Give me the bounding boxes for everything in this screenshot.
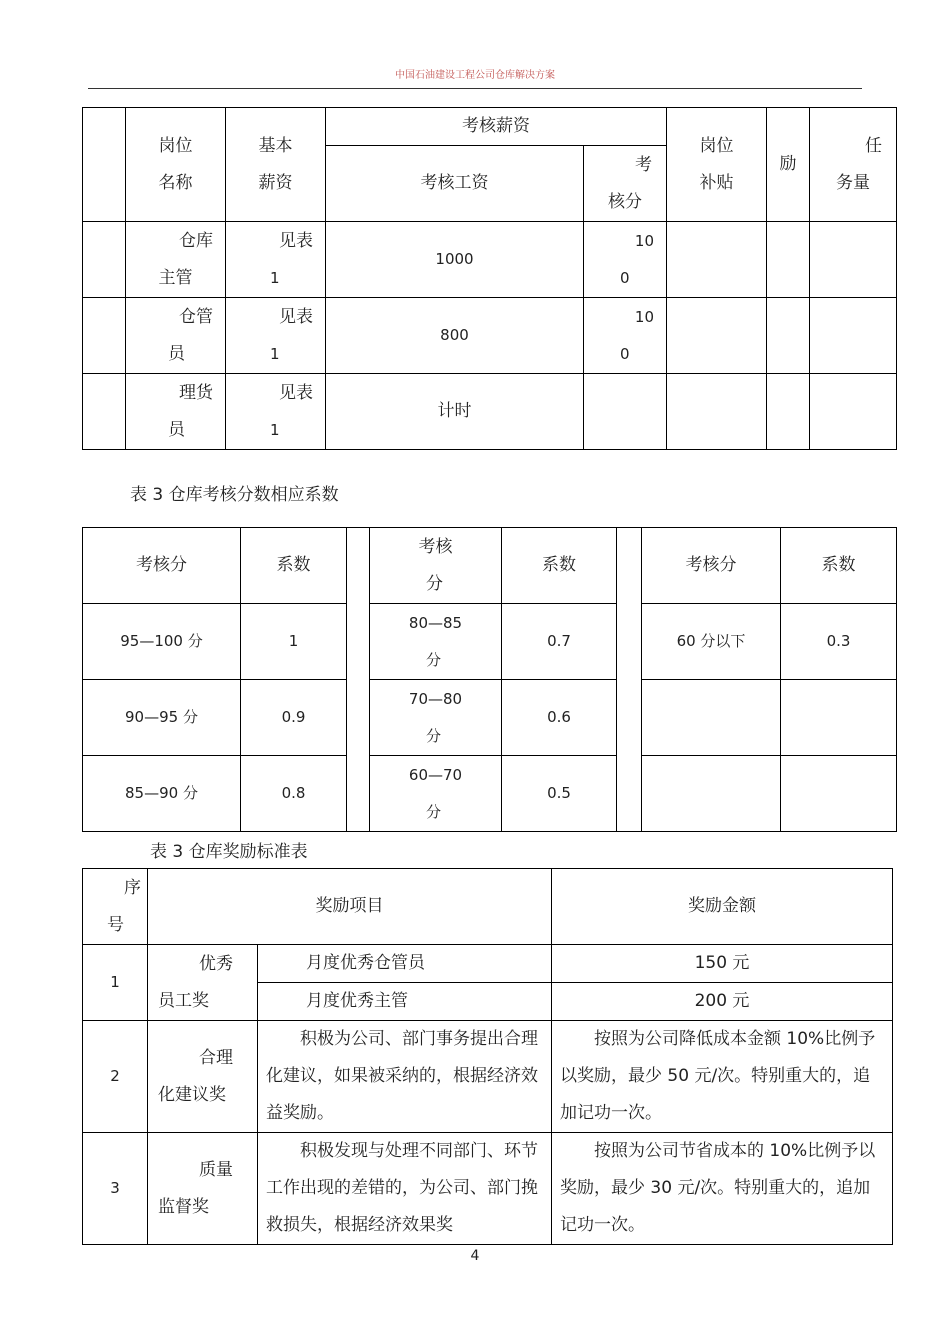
coef-cell: 0.7 [502, 604, 617, 680]
task-header: 任 务量 [810, 108, 897, 222]
score-cell: 90—95 分 [83, 680, 241, 756]
score-header: 考核 分 [370, 528, 502, 604]
category-cell: 优秀 员工奖 [148, 945, 258, 1021]
table-row [83, 945, 893, 983]
table-row [83, 756, 897, 832]
post-name-cell: 仓管 员 [126, 298, 226, 374]
score-header: 考核分 [642, 528, 781, 604]
score-cell: 95—100 分 [83, 604, 241, 680]
coefficient-table [82, 527, 897, 832]
table-row [83, 374, 897, 450]
assess-wage-cell: 1000 [326, 222, 584, 298]
allowance-header: 岗位 补贴 [667, 108, 767, 222]
coef-header: 系数 [241, 528, 347, 604]
post-name-header: 岗位 名称 [126, 108, 226, 222]
assess-wage-header: 考核工资 [326, 146, 584, 222]
base-salary-header: 基本 薪资 [226, 108, 326, 222]
table-row [83, 604, 897, 680]
score-header: 考核分 [83, 528, 241, 604]
coef-cell: 1 [241, 604, 347, 680]
coef-cell: 0.3 [781, 604, 897, 680]
amount-cell: 按照为公司节省成本的 10%比例予以奖励，最少 30 元/次。特别重大的，追加记功一次。 [552, 1133, 893, 1245]
blank-cell [83, 108, 126, 222]
table-row [83, 1133, 893, 1245]
item-header: 奖励项目 [148, 869, 552, 945]
assess-wage-cell: 800 [326, 298, 584, 374]
table-caption: 表 3 仓库奖励标准表 [150, 842, 308, 862]
coef-header: 系数 [502, 528, 617, 604]
score-cell: 80—85 分 [370, 604, 502, 680]
assess-score-cell: 10 0 [584, 298, 667, 374]
base-salary-cell: 见表 1 [226, 222, 326, 298]
sub-item-cell: 月度优秀仓管员 [258, 945, 552, 983]
assess-score-cell: 10 0 [584, 222, 667, 298]
post-name-cell: 理货 员 [126, 374, 226, 450]
base-salary-cell: 见表 1 [226, 298, 326, 374]
salary-table [82, 107, 897, 450]
no-cell: 3 [83, 1133, 148, 1245]
page-number: 4 [470, 1248, 480, 1264]
table-row [83, 298, 897, 374]
header-divider [88, 88, 862, 89]
coef-cell: 0.8 [241, 756, 347, 832]
score-cell: 70—80 分 [370, 680, 502, 756]
assess-score-header: 考 核分 [584, 146, 667, 222]
amount-header: 奖励金额 [552, 869, 893, 945]
no-header: 序 号 [83, 869, 148, 945]
document-header-title: 中国石油建设工程公司仓库解决方案 [395, 70, 555, 81]
column-gap [347, 528, 370, 832]
sub-item-cell: 月度优秀主管 [258, 983, 552, 1021]
no-cell: 1 [83, 945, 148, 1021]
post-name-cell: 仓库 主管 [126, 222, 226, 298]
description-cell: 积极发现与处理不同部门、环节工作出现的差错的，为公司、部门挽救损失，根据经济效果奖 [258, 1133, 552, 1245]
coef-cell: 0.6 [502, 680, 617, 756]
amount-cell: 按照为公司降低成本金额 10%比例予以奖励，最少 50 元/次。特别重大的，追加记功一次。 [552, 1021, 893, 1133]
table-row [83, 1021, 893, 1133]
amount-cell: 200 元 [552, 983, 893, 1021]
base-salary-cell: 见表 1 [226, 374, 326, 450]
score-cell: 60—70 分 [370, 756, 502, 832]
table-row [83, 680, 897, 756]
reward-header: 励 [767, 108, 810, 222]
category-cell: 合理 化建议奖 [148, 1021, 258, 1133]
amount-cell: 150 元 [552, 945, 893, 983]
score-cell: 60 分以下 [642, 604, 781, 680]
coef-header: 系数 [781, 528, 897, 604]
score-cell: 85—90 分 [83, 756, 241, 832]
table-row [83, 222, 897, 298]
assess-wage-cell: 计时 [326, 374, 584, 450]
no-cell: 2 [83, 1021, 148, 1133]
column-gap [617, 528, 642, 832]
coef-cell: 0.9 [241, 680, 347, 756]
category-cell: 质量 监督奖 [148, 1133, 258, 1245]
description-cell: 积极为公司、部门事务提出合理化建议，如果被采纳的，根据经济效益奖励。 [258, 1021, 552, 1133]
reward-table [82, 868, 893, 1245]
assess-salary-header: 考核薪资 [326, 108, 667, 146]
table-caption: 表 3 仓库考核分数相应系数 [130, 485, 339, 505]
coef-cell: 0.5 [502, 756, 617, 832]
